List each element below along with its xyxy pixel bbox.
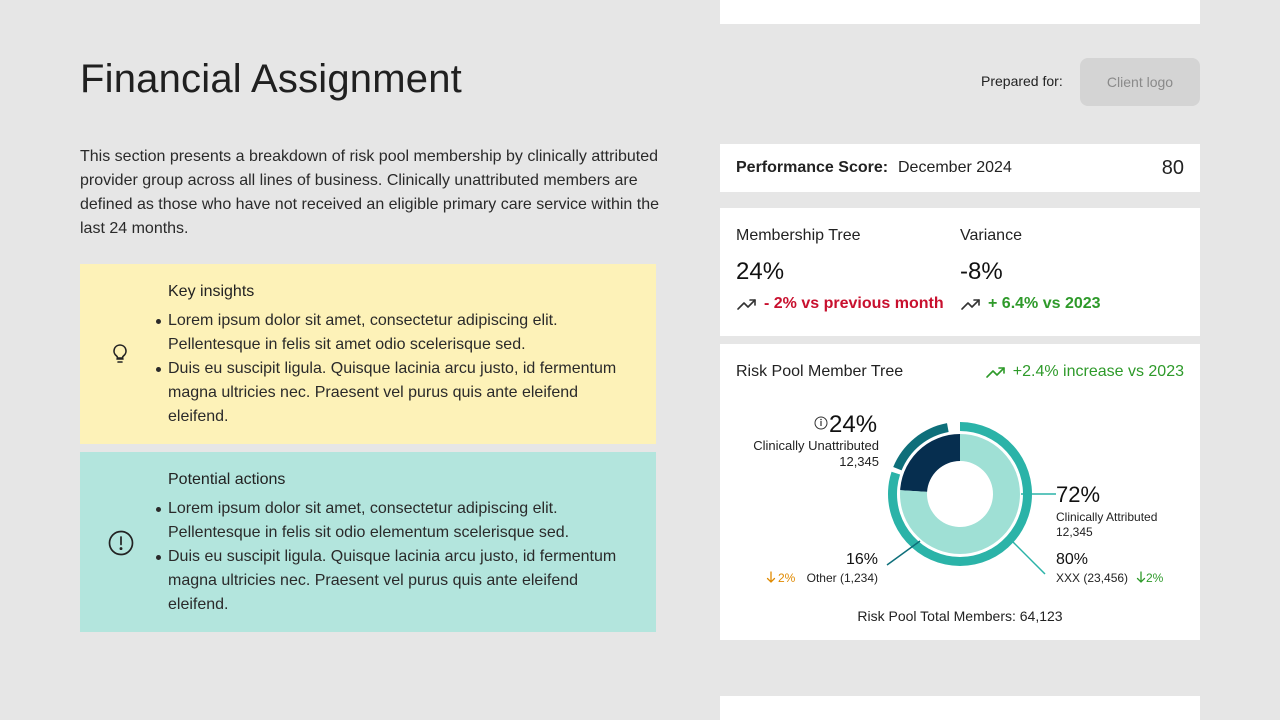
bottom-card-strip — [720, 696, 1200, 720]
prepared-for-label: Prepared for: — [981, 73, 1063, 89]
list-item: Duis eu suscipit ligula. Quisque lacinia arcu justo, id fermentum magna ultricies nec. Praesent vel purus quis ante eleifend eleifend. — [168, 357, 638, 429]
variance-change-text: + 6.4% vs 2023 — [988, 295, 1101, 312]
membership-tree-metric — [736, 227, 944, 313]
list-item: Duis eu suscipit ligula. Quisque lacinia arcu justo, id fermentum magna ultricies nec. Praesent vel purus quis ante eleifend eleifend. — [168, 545, 638, 617]
membership-tree-value: 24% — [736, 258, 785, 285]
risk-pool-increase-text: +2.4% increase vs 2023 — [1012, 363, 1184, 380]
trending-up-icon — [960, 296, 982, 312]
unattributed-name: Clinically Unattributed — [753, 438, 879, 453]
page-title: Financial Assignment — [80, 57, 462, 101]
arrow-down-icon — [768, 572, 775, 582]
attributed-count: 12,345 — [1056, 525, 1093, 539]
membership-card — [720, 208, 1200, 336]
risk-pool-title: Risk Pool Member Tree — [736, 363, 904, 380]
variance-metric — [960, 227, 1101, 313]
unattributed-percent: 24% — [829, 411, 878, 438]
list-item: Lorem ipsum dolor sit amet, consectetur adipiscing elit. Pellentesque in felis sit amet odio scelerisque sed. — [168, 309, 638, 357]
potential-actions-panel — [80, 452, 656, 632]
alert-circle-icon — [108, 530, 132, 554]
performance-score-card — [720, 144, 1200, 192]
leader-line-other — [887, 541, 920, 565]
membership-tree-label: Membership Tree — [736, 227, 861, 244]
xxx-change: 2% — [1146, 571, 1164, 585]
client-logo: Client logo — [1080, 58, 1200, 106]
variance-change — [960, 295, 1101, 313]
key-insights-panel — [80, 264, 656, 444]
xxx-detail: XXX (23,456) — [1056, 571, 1129, 585]
info-icon — [815, 417, 827, 429]
xxx-percent: 80% — [1056, 551, 1089, 568]
variance-value: -8% — [960, 258, 1003, 285]
other-percent: 16% — [845, 551, 878, 568]
unattributed-count: 12,345 — [839, 454, 879, 469]
key-insights-list — [168, 309, 638, 429]
other-change: 2% — [778, 571, 796, 585]
top-card-strip — [720, 0, 1200, 24]
potential-actions-title: Potential actions — [168, 471, 286, 488]
list-item: Lorem ipsum dolor sit amet, consectetur adipiscing elit. Pellentesque in felis sit odio elementum scelerisque sed. — [168, 497, 638, 545]
arrow-down-icon — [1138, 572, 1145, 582]
performance-score-value: 80 — [1161, 157, 1184, 179]
leader-line-xxx — [1013, 542, 1045, 574]
potential-actions-list — [168, 497, 638, 617]
risk-pool-total: Risk Pool Total Members: 64,123 — [857, 608, 1063, 624]
other-detail: Other (1,234) — [806, 571, 878, 585]
key-insights-title: Key insights — [168, 283, 255, 300]
risk-pool-donut-chart — [720, 344, 1200, 640]
membership-tree-change — [736, 295, 944, 313]
variance-label: Variance — [960, 227, 1022, 244]
risk-pool-card — [720, 344, 1200, 640]
performance-score-label: Performance Score: — [736, 159, 889, 176]
trending-up-icon — [736, 296, 758, 312]
intro-paragraph: This section presents a breakdown of risk pool membership by clinically attributed provider group across all lines of business. Clinically unattributed members are defined as those who have not received an eligible primary care service within the last 24 months. — [80, 148, 659, 237]
lightbulb-icon — [108, 342, 132, 366]
attributed-percent: 72% — [1056, 482, 1101, 507]
performance-period: December 2024 — [898, 159, 1012, 176]
membership-tree-change-text: - 2% vs previous month — [764, 295, 944, 312]
attributed-name: Clinically Attributed — [1056, 510, 1158, 524]
